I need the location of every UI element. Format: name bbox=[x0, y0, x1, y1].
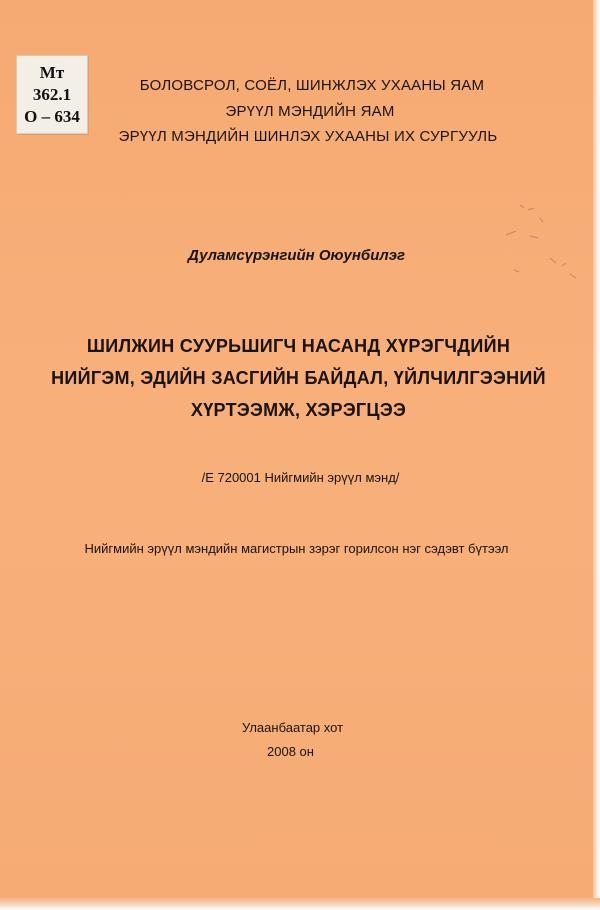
call-number-line-1: Мт bbox=[39, 63, 65, 82]
degree-note: Нийгмийн эрүүл мэндийн магистрын зэрэг горилсон нэг сэдэвт бүтээл bbox=[84, 541, 509, 556]
call-number-line-3: О – 634 bbox=[24, 107, 80, 126]
scan-smudge-marks bbox=[500, 200, 600, 290]
thesis-title-line-3: ХҮРТЭЭМЖ, ХЭРЭГЦЭЭ bbox=[190, 400, 407, 420]
call-number-line-2: 362.1 bbox=[32, 85, 72, 104]
thesis-title-line-2: НИЙГЭМ, ЭДИЙН ЗАСГИЙН БАЙДАЛ, ҮЙЛЧИЛГЭЭНИЙ bbox=[51, 368, 546, 388]
cover-bottom-edge bbox=[0, 898, 600, 910]
ministry-line-2: ЭРҮҮЛ МЭНДИЙН ЯАМ bbox=[225, 103, 395, 120]
publication-year: 2008 он bbox=[267, 744, 314, 759]
thesis-title-line-1: ШИЛЖИН СУУРЬШИГЧ НАСАНД ХҮРЭГЧДИЙН bbox=[86, 336, 511, 356]
publication-city: Улаанбаатар хот bbox=[241, 720, 344, 735]
ministry-line-1: БОЛОВСРОЛ, СОЁЛ, ШИНЖЛЭХ УХААНЫ ЯАМ bbox=[139, 77, 485, 94]
author-name: Дуламсүрэнгийн Оюунбилэг bbox=[188, 247, 405, 264]
ministry-line-3: ЭРҮҮЛ МЭНДИЙН ШИНЛЭХ УХААНЫ ИХ СУРГУУЛЬ bbox=[118, 128, 498, 145]
specialty-code: /Е 720001 Нийгмийн эрүүл мэнд/ bbox=[201, 470, 400, 485]
